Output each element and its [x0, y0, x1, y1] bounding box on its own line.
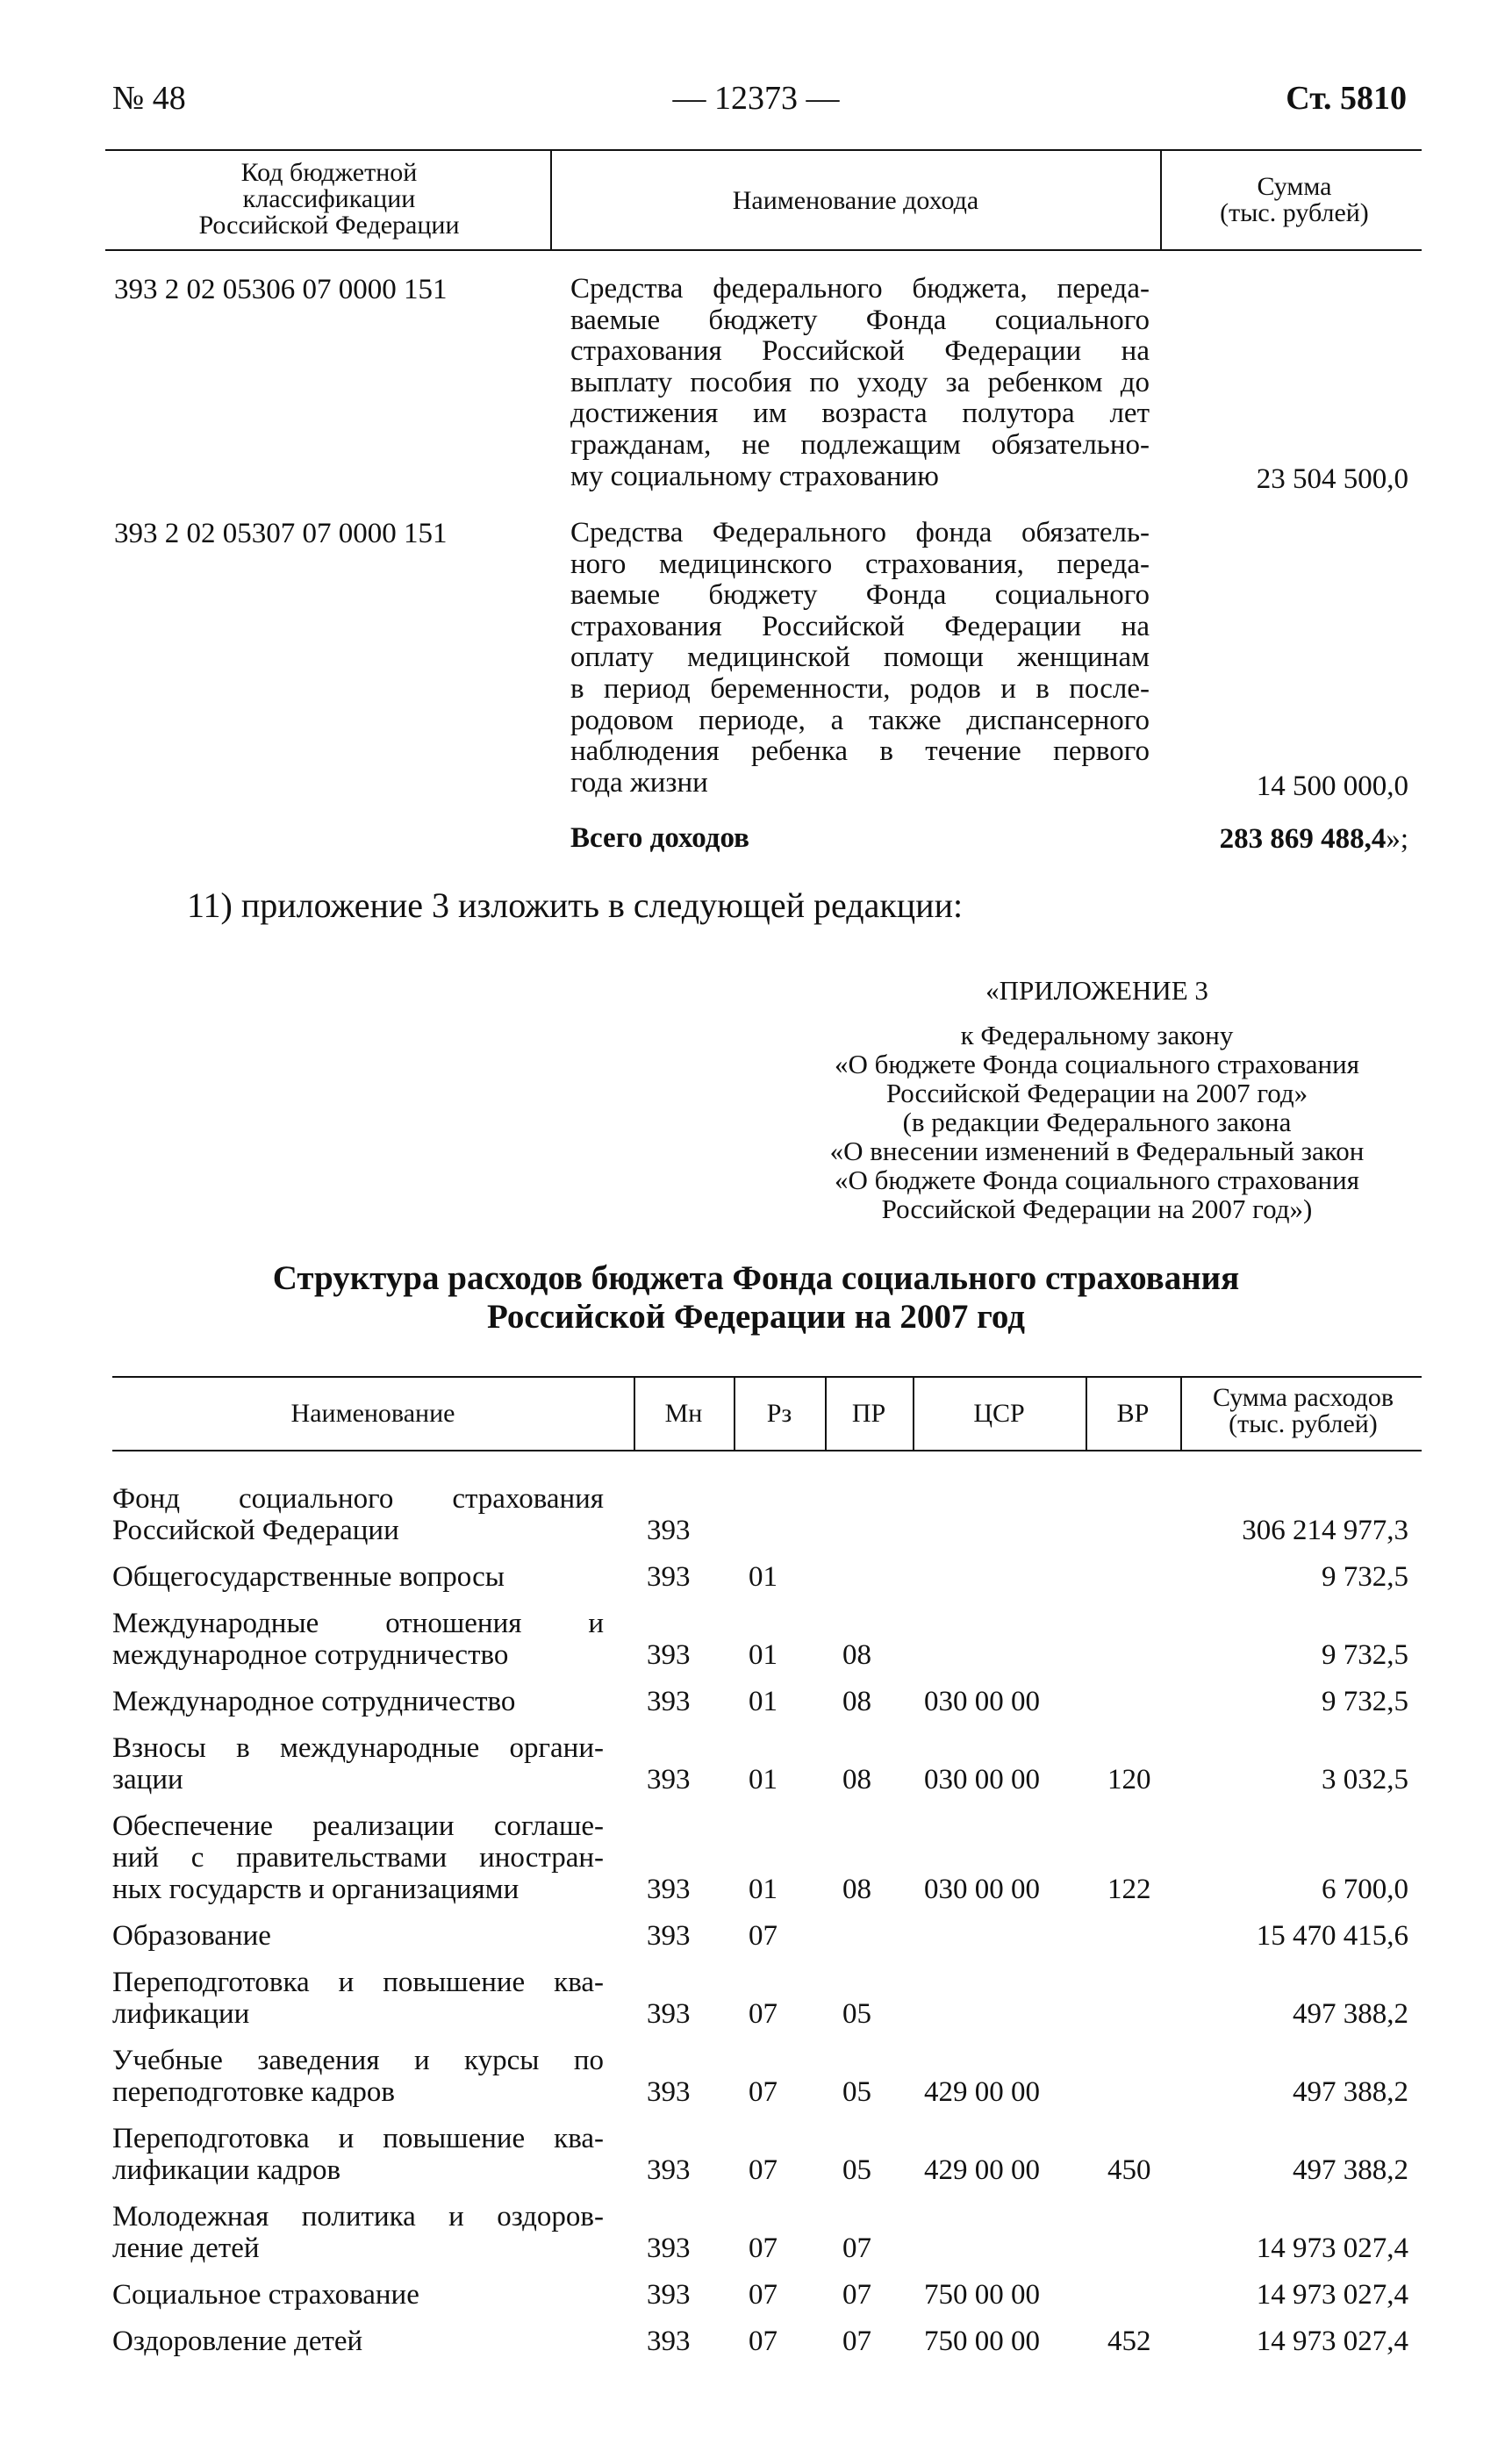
expense-cell-csr: 429 00 00	[924, 2154, 1040, 2186]
expense-cell-mn: 393	[647, 1920, 691, 1952]
expense-table-top-rule	[112, 1376, 1422, 1378]
amendment-paragraph: 11) приложение 3 изложить в следующей редакции:	[187, 885, 964, 925]
appendix-reference: к Федеральному закону «О бюджете Фонда социального страхования Российской Федерации на 2007 год» (в редакции Федерального закона «О внесении изменений в Федеральный закон «О бюджете Фонда социального страхования Российской Федерации на 2007 год»)	[829, 1020, 1365, 1224]
expense-cell-rz: 07	[749, 2326, 777, 2357]
expense-cell-sum: 14 973 027,4	[1256, 2233, 1408, 2264]
income-header-code: Код бюджетной классификации Российской Федерации	[198, 158, 460, 240]
expense-cell-csr: 750 00 00	[924, 2279, 1040, 2311]
expense-cell-mn: 393	[647, 1639, 691, 1671]
expense-cell-sum: 497 388,2	[1293, 1998, 1408, 2030]
income-total-label: Всего доходов	[570, 822, 749, 854]
expense-cell-mn: 393	[647, 1561, 691, 1593]
expense-cell-pr: 08	[842, 1764, 871, 1795]
expense-cell-sum: 306 214 977,3	[1242, 1515, 1408, 1546]
expense-header-vr: ВР	[1116, 1399, 1150, 1428]
income-row-amount: 14 500 000,0	[1256, 770, 1408, 802]
issue-number: № 48	[112, 80, 186, 117]
expense-cell-sum: 9 732,5	[1322, 1686, 1408, 1717]
expense-cell-rz: 07	[749, 2279, 777, 2311]
expense-cell-pr: 07	[842, 2279, 871, 2311]
expense-row-name: Молодежная политика и оздоров- ление детей	[112, 2201, 604, 2264]
expense-row-name: Оздоровление детей	[112, 2326, 363, 2357]
expense-cell-mn: 393	[647, 2233, 691, 2264]
expense-cell-vr: 122	[1107, 1874, 1151, 1905]
expense-row-name: Обеспечение реализации соглаше- ний с правительствами иностран- ных государств и организациями	[112, 1810, 604, 1905]
expense-cell-sum: 6 700,0	[1322, 1874, 1408, 1905]
expense-cell-sum: 15 470 415,6	[1256, 1920, 1408, 1952]
expense-cell-pr: 07	[842, 2326, 871, 2357]
expense-cell-mn: 393	[647, 1874, 691, 1905]
income-total-suffix: »;	[1386, 823, 1408, 855]
income-header-sum: Сумма (тыс. рублей)	[1220, 172, 1369, 227]
expense-cell-mn: 393	[647, 2326, 691, 2357]
expense-cell-sum: 14 973 027,4	[1256, 2326, 1408, 2357]
expense-cell-pr: 08	[842, 1874, 871, 1905]
expense-cell-rz: 07	[749, 2154, 777, 2186]
expense-cell-sum: 9 732,5	[1322, 1561, 1408, 1593]
expense-header-sum: Сумма расходов (тыс. рублей)	[1212, 1383, 1394, 1438]
expense-row-name: Фонд социального страхования Российской Федерации	[112, 1483, 604, 1546]
expense-row-name: Переподготовка и повышение ква- лификации кадров	[112, 2123, 604, 2186]
expense-row-name: Международные отношения и международное сотрудничество	[112, 1608, 604, 1671]
income-table-col-divider	[1160, 149, 1162, 249]
expense-header-csr: ЦСР	[973, 1399, 1025, 1428]
income-total-amount: 283 869 488,4	[1219, 823, 1387, 855]
expense-row-name: Общегосударственные вопросы	[112, 1561, 505, 1593]
expense-cell-rz: 07	[749, 1998, 777, 2030]
expense-cell-pr: 05	[842, 1998, 871, 2030]
expense-row-name: Международное сотрудничество	[112, 1686, 516, 1717]
income-row-description: Средства Федерального фонда обязатель- ного медицинского страхования, переда- ваемые бюджету Фонда социального страхования Российской Федерации на оплату медицинской помощи женщинам в период беременности, родов и в после- родовом периоде, а также диспансерного наблюдения ребенка в течение первого года жизни	[570, 517, 1150, 799]
income-total	[1220, 823, 1408, 855]
income-header-name: Наименование дохода	[732, 186, 979, 215]
expense-cell-csr: 030 00 00	[924, 1686, 1040, 1717]
expense-cell-sum: 3 032,5	[1322, 1764, 1408, 1795]
expense-cell-mn: 393	[647, 1764, 691, 1795]
expense-cell-pr: 08	[842, 1639, 871, 1671]
income-row-code: 393 2 02 05306 07 0000 151	[114, 274, 448, 305]
expense-cell-vr: 120	[1107, 1764, 1151, 1795]
expense-cell-csr: 429 00 00	[924, 2076, 1040, 2108]
expense-cell-rz: 01	[749, 1874, 777, 1905]
expense-cell-rz: 01	[749, 1764, 777, 1795]
expense-row-name: Образование	[112, 1920, 271, 1952]
expense-cell-mn: 393	[647, 1686, 691, 1717]
expense-row-name: Социальное страхование	[112, 2279, 419, 2311]
expense-cell-sum: 497 388,2	[1293, 2076, 1408, 2108]
expense-title: Структура расходов бюджета Фонда социального страхования Российской Федерации на 2007 год	[272, 1259, 1240, 1336]
expense-cell-csr: 030 00 00	[924, 1874, 1040, 1905]
income-table-header-rule	[105, 249, 1422, 251]
expense-cell-vr: 452	[1107, 2326, 1151, 2357]
expense-row-name: Переподготовка и повышение ква- лификации	[112, 1967, 604, 2030]
expense-cell-pr: 08	[842, 1686, 871, 1717]
expense-cell-csr: 750 00 00	[924, 2326, 1040, 2357]
expense-cell-mn: 393	[647, 2076, 691, 2108]
expense-cell-rz: 01	[749, 1561, 777, 1593]
income-table-top-rule	[105, 149, 1422, 151]
expense-cell-sum: 497 388,2	[1293, 2154, 1408, 2186]
expense-header-mn: Мн	[664, 1399, 703, 1428]
expense-header-name: Наименование	[290, 1399, 455, 1428]
expense-cell-mn: 393	[647, 1998, 691, 2030]
expense-cell-mn: 393	[647, 2154, 691, 2186]
income-row-code: 393 2 02 05307 07 0000 151	[114, 518, 448, 549]
expense-cell-pr: 05	[842, 2154, 871, 2186]
expense-cell-pr: 05	[842, 2076, 871, 2108]
expense-row-name: Взносы в международные органи- зации	[112, 1732, 604, 1795]
expense-cell-rz: 01	[749, 1686, 777, 1717]
expense-header-rz: Рз	[766, 1399, 792, 1428]
income-row-amount: 23 504 500,0	[1256, 463, 1408, 495]
expense-cell-rz: 07	[749, 2233, 777, 2264]
expense-cell-csr: 030 00 00	[924, 1764, 1040, 1795]
expense-cell-pr: 07	[842, 2233, 871, 2264]
income-table-col-divider	[550, 149, 552, 249]
expense-header-pr: ПР	[851, 1399, 886, 1428]
article-number: Ст. 5810	[1286, 80, 1407, 117]
appendix-title: «ПРИЛОЖЕНИЕ 3	[985, 975, 1208, 1006]
income-row-description: Средства федерального бюджета, переда- ваемые бюджету Фонда социального страхования Российской Федерации на выплату пособия по уходу за ребенком до достижения им возраста полутора лет гражданам, не подлежащим обязательно- му социальному страхованию	[570, 273, 1150, 492]
expense-cell-vr: 450	[1107, 2154, 1151, 2186]
expense-cell-sum: 9 732,5	[1322, 1639, 1408, 1671]
expense-cell-rz: 07	[749, 2076, 777, 2108]
expense-cell-mn: 393	[647, 2279, 691, 2311]
expense-cell-sum: 14 973 027,4	[1256, 2279, 1408, 2311]
page-number: — 12373 —	[672, 80, 840, 117]
expense-cell-rz: 01	[749, 1639, 777, 1671]
expense-cell-mn: 393	[647, 1515, 691, 1546]
expense-row-name: Учебные заведения и курсы по переподготовке кадров	[112, 2045, 604, 2108]
expense-cell-rz: 07	[749, 1920, 777, 1952]
expense-table-header-rule	[112, 1450, 1422, 1451]
